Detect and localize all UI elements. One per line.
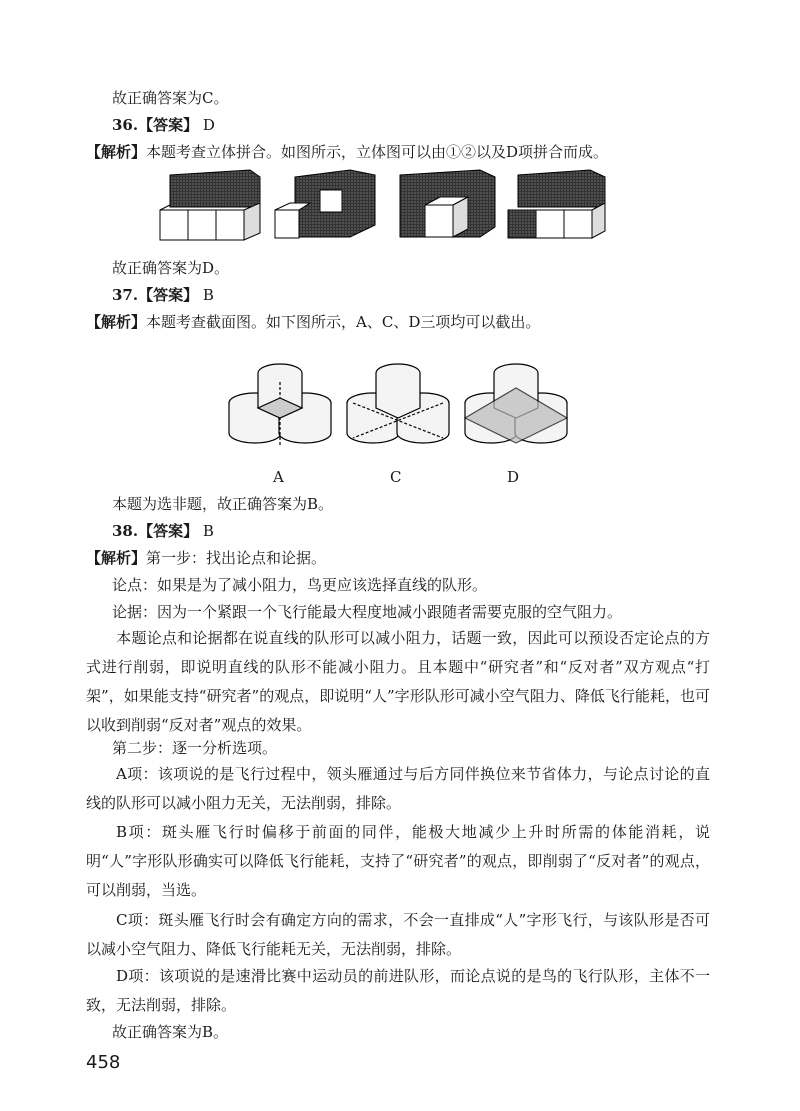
option-c-paragraph [86,906,710,964]
q37-answer-label: 37.【答案】 [112,286,199,304]
q38-evidence: 论据：因为一个紧跟一个飞行能最大程度地减小跟随者需要克服的空气阻力。 [112,603,623,621]
q38-step1: 第一步：找出论点和论据。 [146,549,327,567]
option-b-text: B项：斑头雁飞行时偏移于前面的同伴，能极大地减少上升时所需的体能消耗，说明“人”字形队形确实可以降低飞行能耗，支持了“研究者”的观点，即削弱了“反对者”的观点，可以削弱，当选。 [86,823,710,899]
q38-step2: 第二步：逐一分析选项。 [112,739,278,757]
q38-argument: 论点：如果是为了减小阻力，鸟更应该选择直线的队形。 [112,576,488,594]
q38-answer [112,521,214,541]
q38-analysis [86,548,326,568]
q36-conclusion: 故正确答案为D。 [112,259,230,277]
option-b-paragraph [86,818,710,905]
option-d-text: D项：该项说的是速滑比赛中运动员的前进队形，而论点说的是鸟的飞行队形，主体不一致，无法削弱，排除。 [86,967,710,1014]
q37-answer-value: B [202,286,214,304]
q37-section-figures [225,348,570,458]
q37-analysis [86,312,540,332]
q37-answer [112,285,214,305]
q36-answer-label: 36.【答案】 [112,116,199,134]
q36-answer [112,115,215,135]
option-a-text: A项：该项说的是飞行过程中，领头雁通过与后方同伴换位来节省体力，与论点讨论的直线的队形可以减小阻力无关，无法削弱，排除。 [86,765,710,812]
section-figure-c [347,364,449,443]
q38-conclusion: 故正确答案为B。 [112,1023,229,1041]
option-a-paragraph [86,760,710,818]
q38-answer-value: B [202,522,214,540]
q35-conclusion: 故正确答案为C。 [112,89,229,107]
q36-answer-value: D [202,116,215,134]
q38-answer-label: 38.【答案】 [112,522,199,540]
q37-analysis-label: 【解析】 [86,313,147,331]
section-figure-d [465,364,567,443]
q36-analysis-label: 【解析】 [86,143,147,161]
cube-figure-2 [275,170,375,238]
section-figure-a [229,364,331,446]
q36-cube-figures [150,165,620,245]
figure-label-c: C [390,468,402,486]
option-c-text: C项：斑头雁飞行时会有确定方向的需求，不会一直排成“人”字形飞行，与该队形是否可以减小空气阻力、降低飞行能耗无关，无法削弱，排除。 [86,911,710,958]
option-d-paragraph [86,962,710,1020]
q37-conclusion: 本题为选非题，故正确答案为B。 [112,495,334,513]
q36-analysis [86,142,608,162]
q38-reasoning-text: 本题论点和论据都在说直线的队形可以减小阻力，话题一致，因此可以预设否定论点的方式进行削弱，即说明直线的队形不能减小阻力。且本题中“研究者”和“反对者”双方观点“打架”，如果能支持“研究者”的观点，即说明“人”字形队形可减小空气阻力、降低飞行能耗，也可以收到削弱“反对者”观点的效果。 [86,629,710,734]
q37-analysis-text: 本题考查截面图。如下图所示，A、C、D三项均可以截出。 [146,313,541,331]
figure-label-d: D [507,468,520,486]
cube-figure-4 [508,170,605,238]
q38-reasoning-paragraph [86,624,710,740]
cube-figure-3 [400,170,495,237]
q38-analysis-label: 【解析】 [86,549,147,567]
cube-figure-1 [160,170,260,240]
q36-analysis-text: 本题考查立体拼合。如图所示，立体图可以由①②以及D项拼合而成。 [146,143,609,161]
figure-label-a: A [273,468,284,486]
page-number: 458 [86,1052,121,1073]
